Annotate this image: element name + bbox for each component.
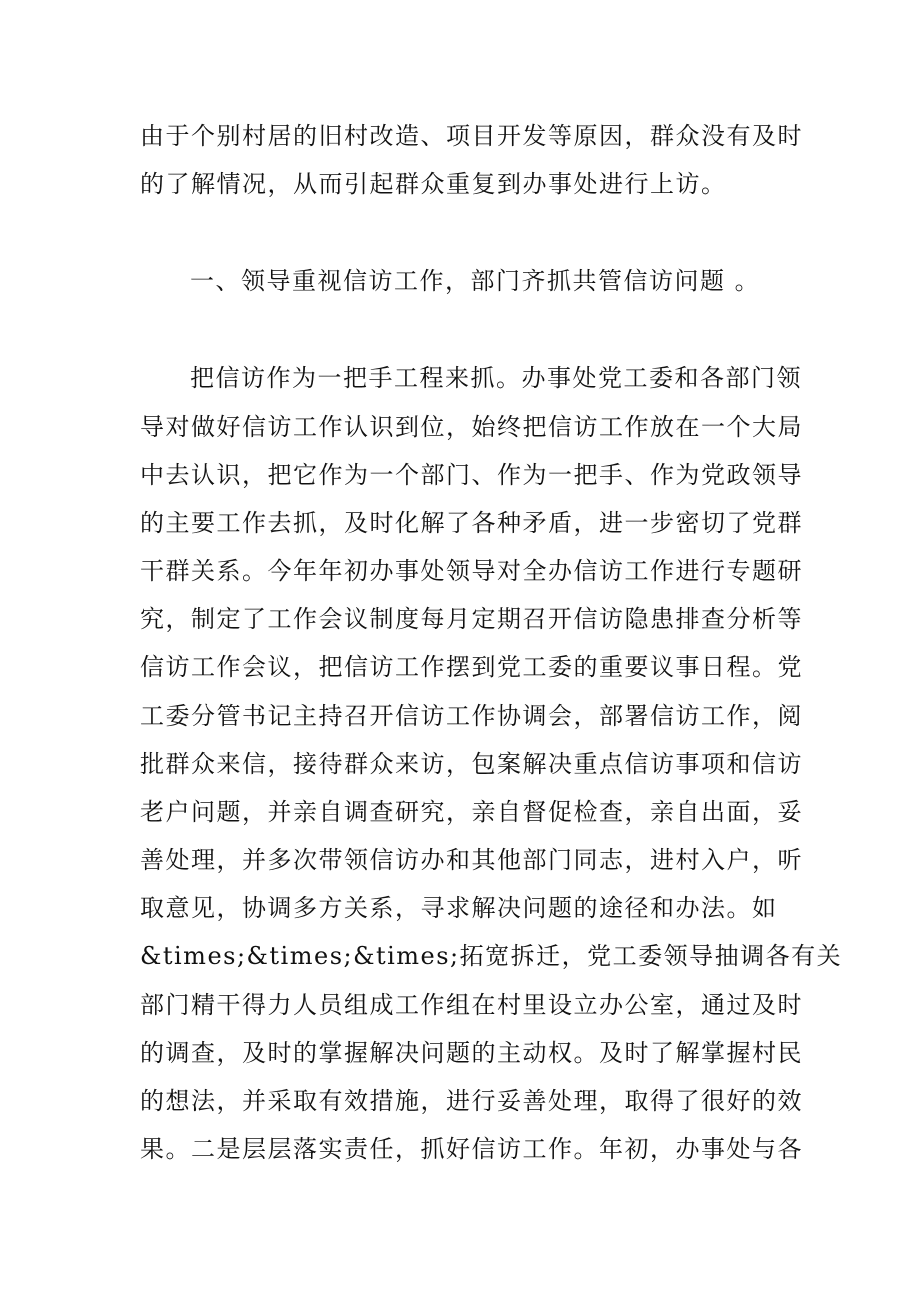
section-heading: 一、领导重视信访工作，部门齐抓共管信访问题 。 (190, 267, 761, 295)
body-line-10: 老户问题，并亲自调查研究，亲自督促检查，亲自出面，妥 (140, 798, 803, 826)
body-line-6: 究，制定了工作会议制度每月定期召开信访隐患排查分析等 (140, 605, 803, 633)
body-line-5: 干群关系。今年年初办事处领导对全办信访工作进行专题研 (140, 557, 803, 585)
body-line-15: 的调查，及时的掌握解决问题的主动权。及时了解掌握村民 (140, 1039, 803, 1067)
body-line-8: 工委分管书记主持召开信访工作协调会，部署信访工作，阅 (140, 702, 803, 730)
body-line-7: 信访工作会议，把信访工作摆到党工委的重要议事日程。党 (140, 653, 803, 681)
body-line-9: 批群众来信，接待群众来访，包案解决重点信访事项和信访 (140, 750, 803, 778)
body-line-12: 取意见，协调多方关系，寻求解决问题的途径和办法。如 (140, 894, 778, 922)
intro-line-2: 的了解情况，从而引起群众重复到办事处进行上访。 (140, 170, 727, 198)
body-line-13: &times;&times;&times;拓宽拆迁，党工委领导抽调各有关 (140, 942, 843, 970)
body-line-4: 的主要工作去抓，及时化解了各种矛盾，进一步密切了党群 (140, 509, 803, 537)
body-line-11: 善处理，并多次带领信访办和其他部门同志，进村入户，听 (140, 846, 803, 874)
body-line-3: 中去认识，把它作为一个部门、作为一把手、作为党政领导 (140, 461, 803, 489)
body-line-14: 部门精干得力人员组成工作组在村里设立办公室，通过及时 (140, 991, 803, 1019)
intro-line-1: 由于个别村居的旧村改造、项目开发等原因，群众没有及时 (140, 122, 803, 150)
body-line-1: 把信访作为一把手工程来抓。办事处党工委和各部门领 (190, 364, 802, 392)
body-line-16: 的想法，并采取有效措施，进行妥善处理，取得了很好的效 (140, 1087, 803, 1115)
body-line-2: 导对做好信访工作认识到位，始终把信访工作放在一个大局 (140, 413, 803, 441)
body-line-17: 果。二是层层落实责任，抓好信访工作。年初，办事处与各 (140, 1135, 803, 1163)
